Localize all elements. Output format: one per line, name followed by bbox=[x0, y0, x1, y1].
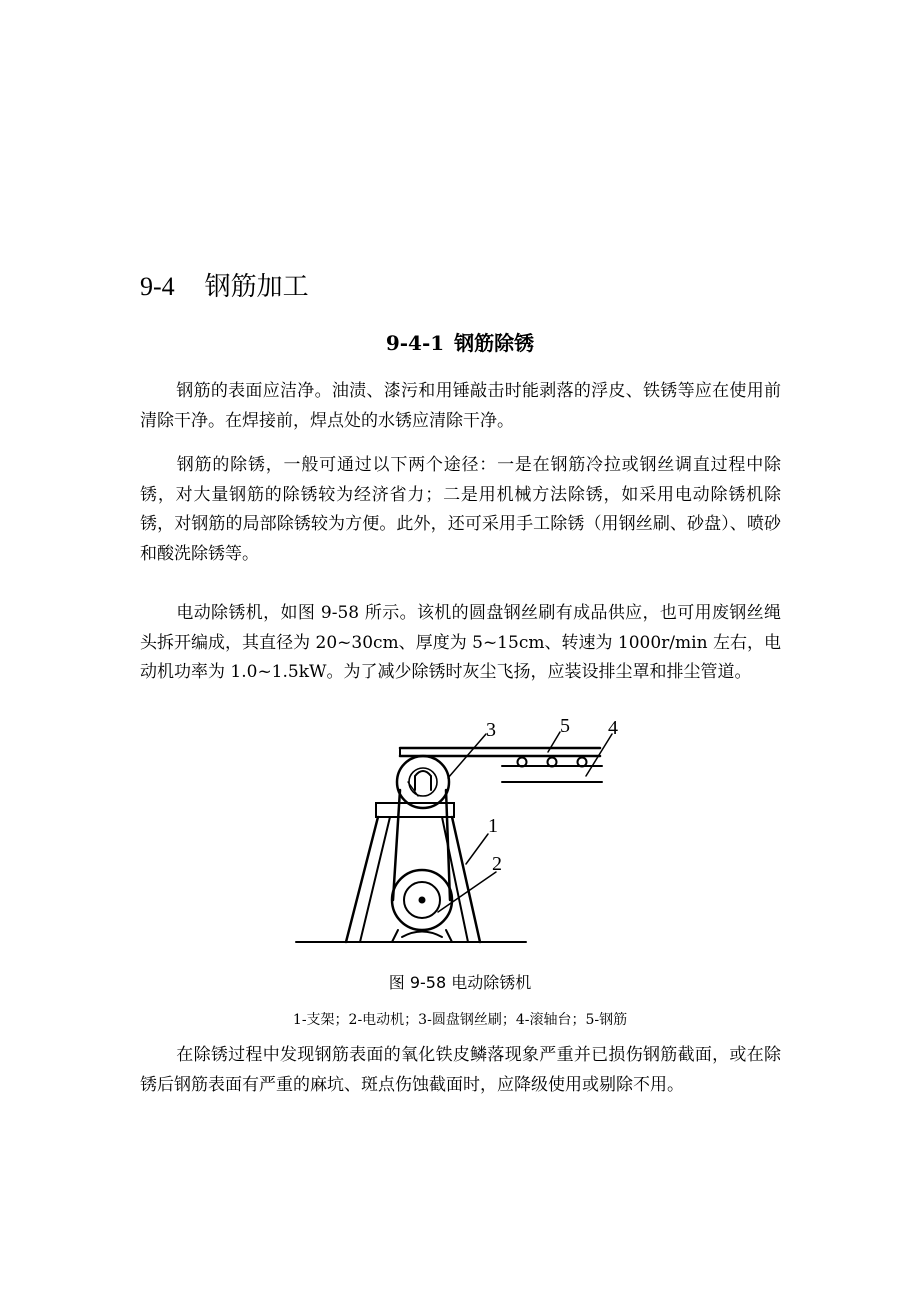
paragraph-4 bbox=[140, 1041, 781, 1100]
section-number: 9-4 bbox=[140, 272, 175, 301]
figure-caption: 图 9-58 电动除锈机 bbox=[388, 973, 532, 992]
paragraph-1-text: 钢筋的表面应洁净。油渍、漆污和用锤敲击时能剥落的浮皮、铁锈等应在使用前清除干净。在焊接前，焊点处的水锈应清除干净。 bbox=[140, 381, 781, 431]
label-1: 1 bbox=[488, 815, 498, 837]
subsection-number: 9-4-1 bbox=[385, 331, 445, 355]
label-2: 2 bbox=[492, 853, 502, 875]
rust-removal-machine-diagram bbox=[290, 712, 630, 952]
subsection-name: 钢筋除锈 bbox=[454, 331, 535, 355]
paragraph-3-text: 电动除锈机，如图 9-58 所示。该机的圆盘钢丝刷有成品供应，也可用废钢丝绳头拆开编成，其直径为 20~30cm、厚度为 5~15cm、转速为 1000r/min 左右，电动机功率为 1.0~1.5kW。为了减少除锈时灰尘飞扬，应装设排尘罩和排尘管道。 bbox=[140, 603, 781, 683]
paragraph-3 bbox=[140, 599, 781, 688]
paragraph-1 bbox=[140, 377, 781, 436]
leader-2 bbox=[438, 872, 496, 912]
paragraph-4-text: 在除锈过程中发现钢筋表面的氧化铁皮鳞落现象严重并已损伤钢筋截面，或在除锈后钢筋表面有严重的麻坑、斑点伤蚀截面时，应降级使用或剔除不用。 bbox=[140, 1045, 781, 1095]
roller-table bbox=[502, 758, 602, 783]
electric-motor bbox=[392, 870, 452, 942]
label-3: 3 bbox=[486, 719, 496, 741]
paragraph-2 bbox=[140, 451, 781, 570]
label-4: 4 bbox=[608, 717, 618, 739]
section-name: 钢筋加工 bbox=[204, 272, 309, 302]
section-title bbox=[140, 266, 309, 303]
drive-belt bbox=[393, 790, 450, 900]
wire-brush-disc bbox=[397, 756, 449, 808]
paragraph-2-text: 钢筋的除锈，一般可通过以下两个途径：一是在钢筋冷拉或钢丝调直过程中除锈，对大量钢筋的除锈较为经济省力；二是用机械方法除锈，如采用电动除锈机除锈，对钢筋的局部除锈较为方便。此外，还可采用手工除锈（用钢丝刷、砂盘）、喷砂和酸洗除锈等。 bbox=[140, 455, 781, 565]
leader-1 bbox=[466, 834, 488, 864]
figure-legend: 1-支架；2-电动机；3-圆盘钢丝刷；4-滚轴台；5-钢筋 bbox=[292, 1012, 628, 1028]
subsection-title bbox=[0, 327, 920, 356]
steel-bar bbox=[400, 748, 600, 756]
label-5: 5 bbox=[560, 715, 570, 737]
